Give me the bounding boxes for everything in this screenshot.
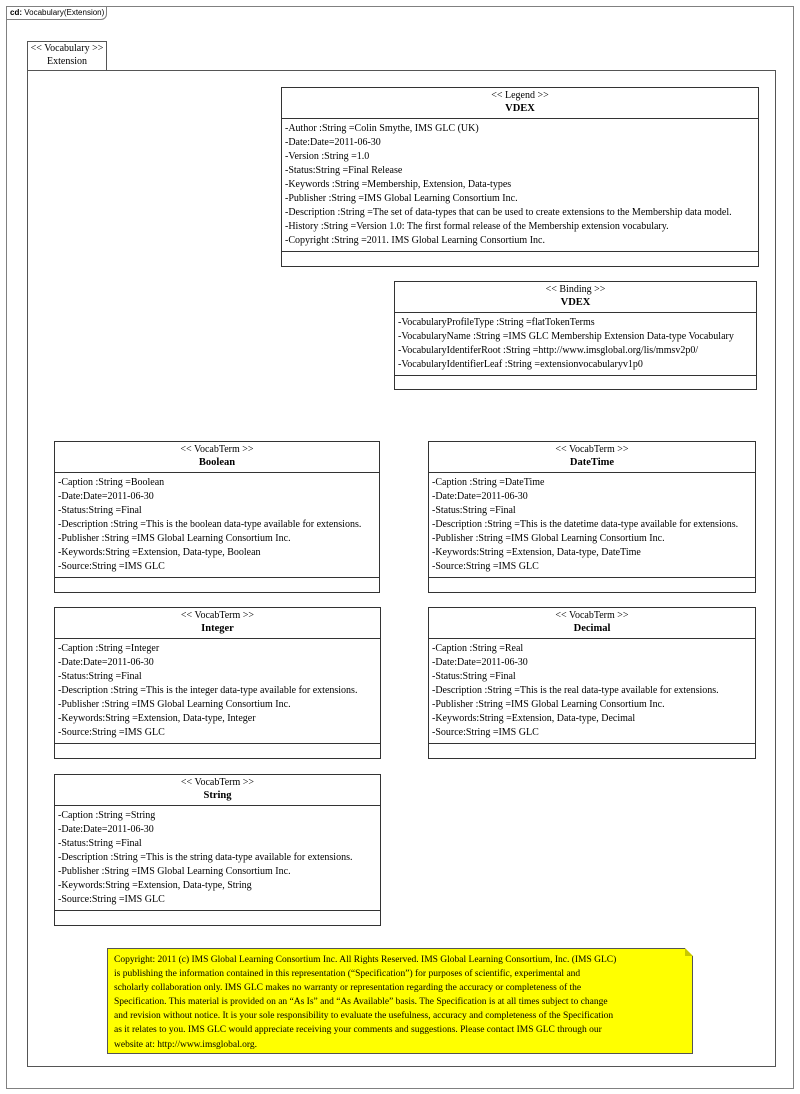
term-stereotype: << VocabTerm >> — [555, 610, 629, 621]
term-name: Integer — [201, 623, 234, 634]
attribute: -Caption :String =Real — [432, 643, 524, 654]
legend-name: VDEX — [505, 103, 535, 114]
attribute: -Publisher :String =IMS Global Learning Consortium Inc. — [432, 533, 665, 544]
term-header — [429, 442, 755, 473]
term-attributes — [55, 806, 380, 911]
vocabterm-boolean — [54, 441, 380, 593]
attribute: -Keywords:String =Extension, Data-type, Decimal — [432, 713, 636, 724]
attribute: -Date:Date=2011-06-30 — [58, 657, 154, 668]
binding-class — [394, 281, 757, 390]
term-name: Decimal — [573, 623, 611, 634]
vocabterm-datetime — [428, 441, 756, 593]
term-attributes — [55, 473, 379, 578]
vocabterm-string — [54, 774, 381, 926]
copyright-note — [107, 948, 693, 1054]
attribute: -Source:String =IMS GLC — [58, 561, 165, 572]
term-attributes — [55, 639, 380, 744]
package-name: Extension — [47, 56, 87, 67]
note-line: Specification. This material is provided on an “As Is” and “As Available” basis. The Specification is at all times subject to change — [114, 997, 608, 1008]
attribute: -Publisher :String =IMS Global Learning Consortium Inc. — [58, 533, 291, 544]
diagram-tab — [6, 6, 107, 20]
attribute: -Description :String =This is the datetime data-type available for extensions. — [432, 519, 739, 530]
attribute: -Description :String =This is the string data-type available for extensions. — [58, 852, 353, 863]
note-line: Copyright: 2011 (c) IMS Global Learning Consortium Inc. All Rights Reserved. IMS Global Learning Consortium, Inc. (IMS GLC) — [114, 955, 617, 965]
attribute: -Caption :String =String — [58, 810, 156, 821]
binding-name: VDEX — [560, 297, 591, 308]
note-line: as it relates to you. IMS GLC would appreciate receiving your comments and suggestions. Please contact IMS GLC through our — [114, 1025, 602, 1036]
attribute: -Status:String =Final — [58, 505, 142, 516]
attribute: -Description :String =This is the real data-type available for extensions. — [432, 685, 719, 696]
attribute: -Keywords:String =Extension, Data-type, Integer — [58, 713, 256, 724]
attribute: -Status:String =Final — [58, 671, 142, 682]
note-line: is publishing the information contained in this representation (“Specification”) for purposes of scientific, experimental and — [114, 969, 581, 980]
note-line: scholarly collaboration only. IMS GLC makes no warranty or representation regarding the accuracy or completeness of the — [114, 983, 582, 994]
attribute: -Status:String =Final Release — [285, 165, 403, 176]
attribute: -Author :String =Colin Smythe, IMS GLC (UK) — [285, 123, 479, 134]
note-line: website at: http://www.imsglobal.org. — [114, 1039, 258, 1050]
term-stereotype: << VocabTerm >> — [180, 444, 254, 455]
attribute: -Description :String =The set of data-types that can be used to create extensions to the Membership data model. — [285, 207, 732, 218]
term-stereotype: << VocabTerm >> — [180, 777, 255, 788]
attribute: -VocabularyProfileType :String =flatTokenTerms — [398, 317, 595, 328]
note-fold-corner — [685, 948, 693, 956]
attribute: -Date:Date=2011-06-30 — [58, 824, 154, 835]
attribute: -Source:String =IMS GLC — [58, 894, 165, 905]
term-stereotype: << VocabTerm >> — [180, 610, 255, 621]
attribute: -Source:String =IMS GLC — [432, 727, 539, 738]
attribute: -Description :String =This is the boolean data-type available for extensions. — [58, 519, 362, 530]
attribute: -Copyright :String =2011. IMS Global Learning Consortium Inc. — [285, 235, 545, 246]
binding-attributes — [395, 313, 756, 376]
legend-attributes — [282, 119, 758, 252]
attribute: -Caption :String =Integer — [58, 643, 160, 654]
attribute: -Keywords:String =Extension, Data-type, DateTime — [432, 547, 641, 558]
attribute: -Publisher :String =IMS Global Learning Consortium Inc. — [285, 193, 518, 204]
attribute: -Date:Date=2011-06-30 — [58, 491, 154, 502]
package-tab — [27, 41, 107, 71]
attribute: -Date:Date=2011-06-30 — [285, 137, 381, 148]
attribute: -Status:String =Final — [432, 505, 516, 516]
binding-header — [395, 282, 756, 313]
attribute: -Date:Date=2011-06-30 — [432, 491, 528, 502]
attribute: -History :String =Version 1.0: The first formal release of the Membership extension vocabulary. — [285, 221, 669, 232]
attribute: -Status:String =Final — [432, 671, 516, 682]
attribute: -Keywords:String =Extension, Data-type, String — [58, 880, 252, 891]
legend-class — [281, 87, 759, 267]
attribute: -Status:String =Final — [58, 838, 142, 849]
legend-header — [282, 88, 758, 119]
attribute: -VocabularyIdentifierLeaf :String =extensionvocabularyv1p0 — [398, 359, 643, 370]
term-name: String — [203, 790, 232, 801]
term-stereotype: << VocabTerm >> — [555, 444, 629, 455]
legend-stereotype: << Legend >> — [491, 90, 549, 101]
attribute: -Publisher :String =IMS Global Learning Consortium Inc. — [58, 866, 291, 877]
diagram-tab-name: Vocabulary(Extension) — [24, 8, 105, 17]
term-attributes — [429, 473, 755, 578]
attribute: -Description :String =This is the integer data-type available for extensions. — [58, 685, 358, 696]
attribute: -Version :String =1.0 — [285, 151, 370, 162]
attribute: -Publisher :String =IMS Global Learning Consortium Inc. — [58, 699, 291, 710]
attribute: -Keywords :String =Membership, Extension, Data-types — [285, 179, 512, 190]
attribute: -VocabularyIdentiferRoot :String =http://www.imsglobal.org/lis/mmsv2p0/ — [398, 345, 699, 356]
term-attributes — [429, 639, 755, 744]
term-header — [55, 775, 380, 806]
term-name: DateTime — [569, 457, 615, 468]
vocabterm-integer — [54, 607, 381, 759]
attribute: -Source:String =IMS GLC — [58, 727, 165, 738]
attribute: -Publisher :String =IMS Global Learning Consortium Inc. — [432, 699, 665, 710]
term-header — [55, 608, 380, 639]
attribute: -Caption :String =DateTime — [432, 477, 545, 488]
note-line: and revision without notice. It is your sole responsibility to evaluate the usefulness, accuracy and completeness of the Specification — [114, 1011, 614, 1022]
diagram-tab-prefix: cd: — [10, 8, 22, 17]
attribute: -Caption :String =Boolean — [58, 477, 165, 488]
term-name: Boolean — [198, 457, 236, 468]
package-stereotype: << Vocabulary >> — [30, 43, 104, 54]
attribute: -Keywords:String =Extension, Data-type, Boolean — [58, 547, 261, 558]
attribute: -Source:String =IMS GLC — [432, 561, 539, 572]
term-header — [429, 608, 755, 639]
attribute: -VocabularyName :String =IMS GLC Membership Extension Data-type Vocabulary — [398, 331, 734, 342]
binding-stereotype: << Binding >> — [545, 284, 606, 295]
attribute: -Date:Date=2011-06-30 — [432, 657, 528, 668]
term-header — [55, 442, 379, 473]
vocabterm-decimal — [428, 607, 756, 759]
